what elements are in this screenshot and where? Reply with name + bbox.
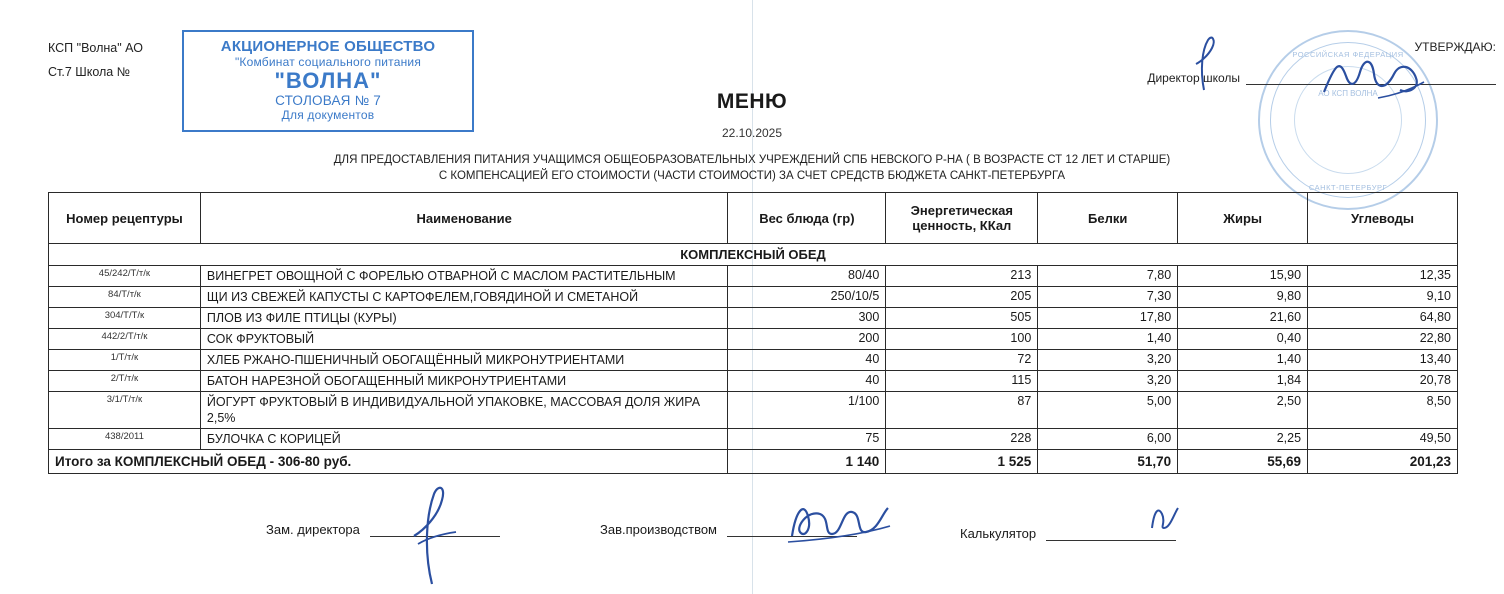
- cell-dish-name: БУЛОЧКА С КОРИЦЕЙ: [200, 429, 728, 450]
- cell-carbs: 64,80: [1308, 308, 1458, 329]
- cell-protein: 5,00: [1038, 392, 1178, 429]
- total-weight: 1 140: [728, 450, 886, 474]
- cell-fat: 21,60: [1178, 308, 1308, 329]
- seal-arc-top: РОССИЙСКАЯ ФЕДЕРАЦИЯ: [1292, 50, 1404, 59]
- cell-recipe-number: 2/Т/т/к: [49, 371, 201, 392]
- cell-protein: 6,00: [1038, 429, 1178, 450]
- company-stamp: [182, 30, 474, 132]
- cell-weight: 300: [728, 308, 886, 329]
- deputy-director-label: Зам. директора: [266, 522, 360, 537]
- cell-fat: 2,50: [1178, 392, 1308, 429]
- stamp-line-1: АКЦИОНЕРНОЕ ОБЩЕСТВО: [220, 38, 436, 55]
- cell-recipe-number: 45/242/Т/т/к: [49, 266, 201, 287]
- cell-energy: 115: [886, 371, 1038, 392]
- cell-carbs: 8,50: [1308, 392, 1458, 429]
- cell-energy: 505: [886, 308, 1038, 329]
- cell-recipe-number: 84/Т/т/к: [49, 287, 201, 308]
- document-subtitle: [150, 152, 1354, 184]
- cell-carbs: 9,10: [1308, 287, 1458, 308]
- cell-energy: 72: [886, 350, 1038, 371]
- production-manager-line: [727, 520, 857, 537]
- deputy-director-line: [370, 520, 500, 537]
- table-row: [49, 329, 1458, 350]
- cell-energy: 213: [886, 266, 1038, 287]
- cell-energy: 205: [886, 287, 1038, 308]
- cell-dish-name: ЩИ ИЗ СВЕЖЕЙ КАПУСТЫ С КАРТОФЕЛЕМ,ГОВЯДИНОЙ И СМЕТАНОЙ: [200, 287, 728, 308]
- cell-dish-name: БАТОН НАРЕЗНОЙ ОБОГАЩЕННЫЙ МИКРОНУТРИЕНТАМИ: [200, 371, 728, 392]
- director-signature-ink: [1190, 34, 1230, 94]
- table-row: [49, 266, 1458, 287]
- subtitle-line-2: С КОМПЕНСАЦИЕЙ ЕГО СТОИМОСТИ (ЧАСТИ СТОИМОСТИ) ЗА СЧЕТ СРЕДСТВ БЮДЖЕТА САНКТ-ПЕТЕРБУРГА: [438, 170, 1066, 182]
- cell-fat: 1,40: [1178, 350, 1308, 371]
- cell-energy: 228: [886, 429, 1038, 450]
- production-manager-label: Зав.производством: [600, 522, 717, 537]
- table-row: [49, 392, 1458, 429]
- stamp-line-3: "ВОЛНА": [274, 68, 382, 93]
- document-date: 22.10.2025: [721, 126, 783, 140]
- col-header-name: Наименование: [200, 193, 728, 244]
- table-header-row: [49, 193, 1458, 244]
- cell-fat: 2,25: [1178, 429, 1308, 450]
- cell-weight: 250/10/5: [728, 287, 886, 308]
- table-row: [49, 308, 1458, 329]
- total-energy: 1 525: [886, 450, 1038, 474]
- cell-protein: 17,80: [1038, 308, 1178, 329]
- signature-calculator: [960, 524, 1176, 541]
- cell-protein: 7,30: [1038, 287, 1178, 308]
- cell-weight: 200: [728, 329, 886, 350]
- signature-production-manager: [600, 520, 857, 537]
- cell-dish-name: ВИНЕГРЕТ ОВОЩНОЙ С ФОРЕЛЬЮ ОТВАРНОЙ С МАСЛОМ РАСТИТЕЛЬНЫМ: [200, 266, 728, 287]
- signature-deputy-director: [266, 520, 500, 537]
- stamp-line-5: Для документов: [281, 108, 375, 122]
- col-header-protein: Белки: [1038, 193, 1178, 244]
- table-total-row: [49, 450, 1458, 474]
- cell-dish-name: ХЛЕБ РЖАНО-ПШЕНИЧНЫЙ ОБОГАЩЁННЫЙ МИКРОНУТРИЕНТАМИ: [200, 350, 728, 371]
- col-header-fat: Жиры: [1178, 193, 1308, 244]
- cell-fat: 0,40: [1178, 329, 1308, 350]
- total-protein: 51,70: [1038, 450, 1178, 474]
- signature-row: [48, 510, 1458, 556]
- seal-arc-bottom: САНКТ-ПЕТЕРБУРГ: [1308, 183, 1388, 192]
- org-line-1: КСП "Волна" АО: [48, 41, 143, 55]
- cell-recipe-number: 442/2/Т/т/к: [49, 329, 201, 350]
- subtitle-line-1: ДЛЯ ПРЕДОСТАВЛЕНИЯ ПИТАНИЯ УЧАЩИМСЯ ОБЩЕОБРАЗОВАТЕЛЬНЫХ УЧРЕЖДЕНИЙ СПБ НЕВСКОГО Р-НА ( В ВОЗРАСТЕ СТ 12 ЛЕТ И СТАРШЕ): [333, 154, 1171, 166]
- section-title: КОМПЛЕКСНЫЙ ОБЕД: [49, 244, 1458, 266]
- approve-label: УТВЕРЖДАЮ:: [1414, 40, 1496, 54]
- cell-fat: 15,90: [1178, 266, 1308, 287]
- org-line-2: Ст.7 Школа №: [48, 65, 131, 79]
- cell-dish-name: ЙОГУРТ ФРУКТОВЫЙ В ИНДИВИДУАЛЬНОЙ УПАКОВКЕ, МАССОВАЯ ДОЛЯ ЖИРА 2,5%: [200, 392, 728, 429]
- cell-carbs: 22,80: [1308, 329, 1458, 350]
- section-row: [49, 244, 1458, 266]
- cell-protein: 3,20: [1038, 371, 1178, 392]
- cell-protein: 7,80: [1038, 266, 1178, 287]
- cell-recipe-number: 304/Т/Т/к: [49, 308, 201, 329]
- menu-table: [48, 192, 1458, 474]
- seal-center-text: АО КСП ВОЛНА: [1318, 89, 1378, 98]
- col-header-energy: Энергетическая ценность, ККал: [886, 193, 1038, 244]
- cell-energy: 100: [886, 329, 1038, 350]
- cell-carbs: 20,78: [1308, 371, 1458, 392]
- stamp-line-2: "Комбинат социального питания: [234, 55, 422, 69]
- table-row: [49, 371, 1458, 392]
- table-row: [49, 287, 1458, 308]
- cell-energy: 87: [886, 392, 1038, 429]
- cell-weight: 40: [728, 371, 886, 392]
- organization-block: [48, 36, 143, 84]
- cell-carbs: 12,35: [1308, 266, 1458, 287]
- total-fat: 55,69: [1178, 450, 1308, 474]
- cell-fat: 1,84: [1178, 371, 1308, 392]
- stamp-line-4: СТОЛОВАЯ № 7: [275, 93, 381, 108]
- cell-carbs: 13,40: [1308, 350, 1458, 371]
- cell-carbs: 49,50: [1308, 429, 1458, 450]
- director-signature-line: [1147, 70, 1496, 85]
- cell-recipe-number: 1/Т/т/к: [49, 350, 201, 371]
- col-header-carbs: Углеводы: [1308, 193, 1458, 244]
- cell-recipe-number: 438/2011: [49, 429, 201, 450]
- cell-weight: 80/40: [728, 266, 886, 287]
- cell-fat: 9,80: [1178, 287, 1308, 308]
- total-label: Итого за КОМПЛЕКСНЫЙ ОБЕД - 306-80 руб.: [49, 450, 728, 474]
- cell-protein: 3,20: [1038, 350, 1178, 371]
- cell-dish-name: СОК ФРУКТОВЫЙ: [200, 329, 728, 350]
- table-row: [49, 429, 1458, 450]
- calculator-label: Калькулятор: [960, 526, 1037, 541]
- page-title: МЕНЮ: [716, 90, 788, 113]
- director-line: [1246, 70, 1496, 85]
- cell-dish-name: ПЛОВ ИЗ ФИЛЕ ПТИЦЫ (КУРЫ): [200, 308, 728, 329]
- total-carbs: 201,23: [1308, 450, 1458, 474]
- cell-weight: 1/100: [728, 392, 886, 429]
- col-header-weight: Вес блюда (гр): [728, 193, 886, 244]
- calculator-line: [1046, 524, 1176, 541]
- table-row: [49, 350, 1458, 371]
- cell-weight: 75: [728, 429, 886, 450]
- cell-weight: 40: [728, 350, 886, 371]
- cell-recipe-number: 3/1/Т/т/к: [49, 392, 201, 429]
- cell-protein: 1,40: [1038, 329, 1178, 350]
- col-header-recipe-number: Номер рецептуры: [49, 193, 201, 244]
- director-label: Директор школы: [1147, 71, 1240, 85]
